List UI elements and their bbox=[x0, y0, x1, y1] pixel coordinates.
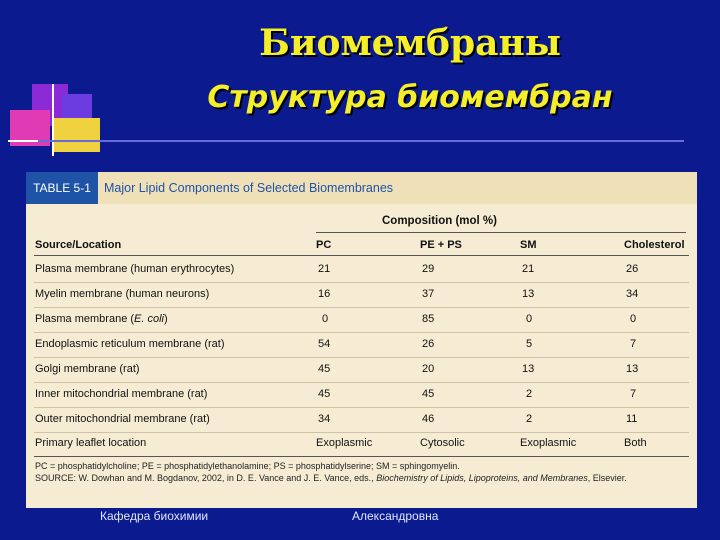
row-pe-ps: 37 bbox=[422, 288, 435, 300]
row-pc: 0 bbox=[322, 313, 329, 325]
table-row bbox=[26, 358, 697, 382]
abbreviation-note: PC = phosphatidylcholine; PE = phosphatidylethanolamine; PS = phosphatidylserine; SM = sphingomyelin. bbox=[35, 461, 460, 471]
row-source: Endoplasmic reticulum membrane (rat) bbox=[35, 338, 225, 350]
row-pc: 16 bbox=[318, 288, 331, 300]
row-pc: 34 bbox=[318, 413, 331, 425]
row-cholesterol: 34 bbox=[626, 288, 639, 300]
row-cholesterol: 0 bbox=[630, 313, 637, 325]
row-sm: Exoplasmic bbox=[520, 437, 577, 449]
row-source: Plasma membrane (E. coli) bbox=[35, 313, 168, 325]
decorative-squares bbox=[8, 84, 108, 154]
row-pc: 54 bbox=[318, 338, 331, 350]
footer-author: Александровна bbox=[352, 509, 439, 523]
composition-rule bbox=[316, 232, 686, 233]
row-source: Golgi membrane (rat) bbox=[35, 363, 140, 375]
footer-department: Кафедра биохимии bbox=[100, 509, 209, 523]
table-row bbox=[26, 408, 697, 432]
title-divider bbox=[38, 140, 684, 142]
row-sm: 21 bbox=[522, 263, 535, 275]
row-pe-ps: Cytosolic bbox=[420, 437, 465, 449]
row-cholesterol: 13 bbox=[626, 363, 639, 375]
row-pe-ps: 85 bbox=[422, 313, 435, 325]
table-row bbox=[26, 283, 697, 307]
row-sm: 2 bbox=[526, 413, 533, 425]
row-sm: 0 bbox=[526, 313, 533, 325]
row-sm: 13 bbox=[522, 288, 535, 300]
row-pe-ps: 29 bbox=[422, 263, 435, 275]
row-pe-ps: 45 bbox=[422, 388, 435, 400]
table-row bbox=[26, 432, 697, 456]
row-pe-ps: 26 bbox=[422, 338, 435, 350]
table-row bbox=[26, 308, 697, 332]
col-header-pe-ps: PE + PS bbox=[420, 239, 462, 251]
row-source: Myelin membrane (human neurons) bbox=[35, 288, 210, 300]
row-cholesterol: 7 bbox=[630, 388, 637, 400]
table-row bbox=[26, 258, 697, 282]
composition-header: Composition (mol %) bbox=[382, 215, 497, 227]
row-pe-ps: 20 bbox=[422, 363, 435, 375]
row-source: Outer mitochondrial membrane (rat) bbox=[35, 413, 210, 425]
table-caption: Major Lipid Components of Selected Biomembranes bbox=[104, 181, 394, 195]
slide-title: Биомембраны bbox=[259, 22, 561, 64]
row-sm: 2 bbox=[526, 388, 533, 400]
row-cholesterol: Both bbox=[624, 437, 647, 449]
row-cholesterol: 26 bbox=[626, 263, 639, 275]
table-number: TABLE 5-1 bbox=[26, 172, 98, 204]
footer-rule bbox=[34, 456, 689, 457]
col-header-sm: SM bbox=[520, 239, 537, 251]
col-header-cholesterol: Cholesterol bbox=[624, 239, 685, 251]
slide-subtitle: Структура биомембран bbox=[207, 80, 613, 115]
row-source: Inner mitochondrial membrane (rat) bbox=[35, 388, 208, 400]
row-source: Plasma membrane (human erythrocytes) bbox=[35, 263, 235, 275]
row-sm: 5 bbox=[526, 338, 533, 350]
table-row bbox=[26, 333, 697, 357]
lipid-table bbox=[26, 172, 697, 508]
table-notes bbox=[35, 460, 685, 484]
row-pc: 45 bbox=[318, 388, 331, 400]
row-cholesterol: 7 bbox=[630, 338, 637, 350]
row-pc: 45 bbox=[318, 363, 331, 375]
header-rule bbox=[34, 255, 689, 256]
source-note: SOURCE: W. Dowhan and M. Bogdanov, 2002, in D. E. Vance and J. E. Vance, eds., Biochemistry of Lipids, Lipoproteins, and Membranes, Elsevier. bbox=[35, 473, 627, 483]
row-sm: 13 bbox=[522, 363, 535, 375]
row-pc: 21 bbox=[318, 263, 331, 275]
row-pc: Exoplasmic bbox=[316, 437, 373, 449]
table-row bbox=[26, 383, 697, 407]
col-header-pc: PC bbox=[316, 239, 332, 251]
row-pe-ps: 46 bbox=[422, 413, 435, 425]
row-cholesterol: 11 bbox=[626, 413, 638, 425]
row-source: Primary leaflet location bbox=[35, 437, 147, 449]
col-header-source: Source/Location bbox=[35, 239, 122, 251]
